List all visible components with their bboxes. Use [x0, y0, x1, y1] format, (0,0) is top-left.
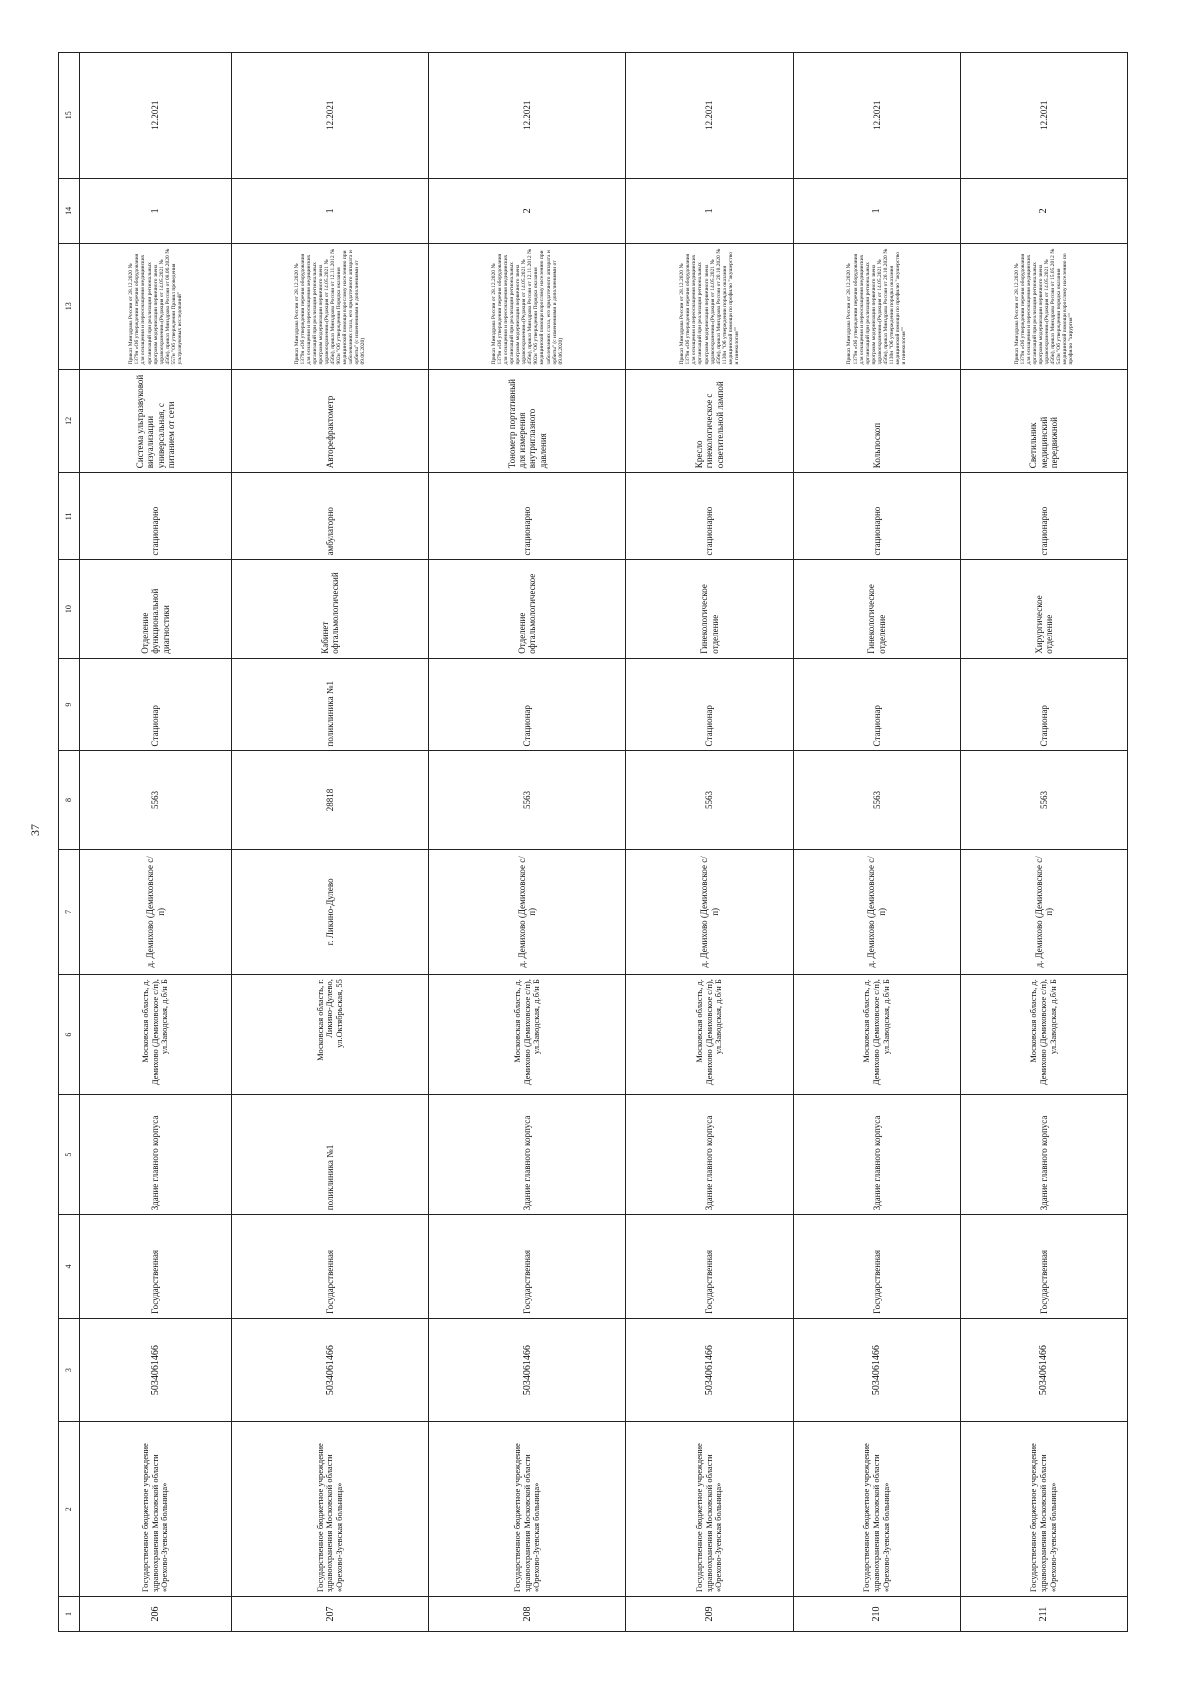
quantity: 1 [80, 178, 232, 243]
deadline: 12.2021 [232, 53, 429, 179]
header-number: 9 [59, 658, 80, 751]
table-row [626, 53, 793, 1632]
row-number: 208 [429, 1597, 626, 1632]
header-number: 2 [59, 1422, 80, 1597]
address: Московская область, д. Демихово (Демиховское с/п), ул.Заводская, д.б/н Б [793, 975, 960, 1095]
equipment-name: Светильник медицинский передвижной [960, 369, 1127, 473]
organization-name: Государственное бюджетное учреждение здравоохранения Московской области «Орехово-Зуевская больница» [80, 1422, 232, 1597]
ownership: Государственная [793, 1215, 960, 1319]
quantity: 1 [793, 178, 960, 243]
ownership: Государственная [232, 1215, 429, 1319]
equipment-name: Кольпоскоп [793, 369, 960, 473]
population: 5563 [80, 751, 232, 849]
equipment-name: Система ультразвуковой визуализации универсальная, с питанием от сети [80, 369, 232, 473]
division: Стационар [80, 658, 232, 751]
settlement: д. Демихово (Демиховское с/п) [80, 849, 232, 974]
equipment-name: Кресло гинекологическое с осветительной лампой [626, 369, 793, 473]
inn: 5034061466 [232, 1318, 429, 1422]
inn: 5034061466 [626, 1318, 793, 1422]
organization-name: Государственное бюджетное учреждение здравоохранения Московской области «Орехово-Зуевская больница» [793, 1422, 960, 1597]
quantity: 2 [429, 178, 626, 243]
deadline: 12.2021 [626, 53, 793, 179]
header-number: 4 [59, 1215, 80, 1319]
header-number: 5 [59, 1095, 80, 1215]
header-number: 10 [59, 560, 80, 658]
table-row [960, 53, 1127, 1632]
deadline: 12.2021 [960, 53, 1127, 179]
legal-basis: Приказ Минздрава России от 28.12.2020 № 1379н «Об утверждении перечня оборудования для оснащения и переоснащения медицинских организаций при реализации региональных программ модернизации первичного звена здравоохранения»(Редакция от 14.05.2021 № 456н), приказ Минздрава России от 08.06.2020 № 557н "Об утверждении Правил проведения ультразвуковых исследований" [80, 244, 232, 369]
header-number: 7 [59, 849, 80, 974]
row-number: 207 [232, 1597, 429, 1632]
organization-name: Государственное бюджетное учреждение здравоохранения Московской области «Орехово-Зуевская больница» [232, 1422, 429, 1597]
equipment-name: Тонометр портативный для измерения внутриглазного давления [429, 369, 626, 473]
row-number: 206 [80, 1597, 232, 1632]
building: Здание главного корпуса [80, 1095, 232, 1215]
deadline: 12.2021 [429, 53, 626, 179]
settlement: д. Демихово (Демиховское с/п) [793, 849, 960, 974]
settlement: г. Ликино-Дулево [232, 849, 429, 974]
table-row [793, 53, 960, 1632]
ownership: Государственная [960, 1215, 1127, 1319]
inn: 5034061466 [793, 1318, 960, 1422]
address: Московская область, д. Демихово (Демиховское с/п), ул.Заводская, д.б/н Б [80, 975, 232, 1095]
quantity: 1 [232, 178, 429, 243]
settlement: д. Демихово (Демиховское с/п) [626, 849, 793, 974]
population: 28818 [232, 751, 429, 849]
care-type: стационарно [80, 473, 232, 560]
deadline: 12.2021 [80, 53, 232, 179]
ownership: Государственная [80, 1215, 232, 1319]
care-type: стационарно [626, 473, 793, 560]
department: Отделение функциональной диагностики [80, 560, 232, 658]
department: Хирургическое отделение [960, 560, 1127, 658]
legal-basis: Приказ Минздрава России от 28.12.2020 № 1379н «Об утверждении перечня оборудования для оснащения и переоснащения медицинских организаций при реализации региональных программ модернизации первичного звена здравоохранения»(Редакция от 14.05.2021 № 456н), приказ Минздрава России от 20.10.2020 № 1130н "Об утверждении порядка оказания медицинской помощи по профилю "акушерство и гинекология"" [793, 244, 960, 369]
population: 5563 [793, 751, 960, 849]
table-row [429, 53, 626, 1632]
department: Гинекологическое отделение [626, 560, 793, 658]
organization-name: Государственное бюджетное учреждение здравоохранения Московской области «Орехово-Зуевская больница» [429, 1422, 626, 1597]
header-number-row [59, 53, 80, 1632]
deadline: 12.2021 [793, 53, 960, 179]
settlement: д. Демихово (Демиховское с/п) [429, 849, 626, 974]
row-number: 210 [793, 1597, 960, 1632]
header-number: 15 [59, 53, 80, 179]
division: Стационар [960, 658, 1127, 751]
equipment-table [58, 52, 1128, 1632]
organization-name: Государственное бюджетное учреждение здравоохранения Московской области «Орехово-Зуевская больница» [626, 1422, 793, 1597]
ownership: Государственная [626, 1215, 793, 1319]
department: Гинекологическое отделение [793, 560, 960, 658]
population: 5563 [429, 751, 626, 849]
legal-basis: Приказ Минздрава России от 28.12.2020 № 1379н «Об утверждении перечня оборудования для оснащения и переоснащения медицинских организаций при реализации региональных программ модернизации первичного звена здравоохранения»(Редакция от 14.05.2021 № 456н), приказ Минздрава России от 15.05.2012 № 543н "Об утверждении порядка оказания медицинской помощи взрослому населению по профилю "хирургия"" [960, 244, 1127, 369]
header-number: 13 [59, 244, 80, 369]
legal-basis: Приказ Минздрава России от 28.12.2020 № 1379н «Об утверждении перечня оборудования для оснащения и переоснащения медицинских организаций при реализации региональных программ модернизации первичного звена здравоохранения»(Редакция от 14.05.2021 № 456н), приказ Минздрава России от 20.10.2020 № 1130н "Об утверждении порядка оказания медицинской помощи по профилю "акушерство и гинекология"" [626, 244, 793, 369]
row-number: 209 [626, 1597, 793, 1632]
settlement: д. Демихово (Демиховское с/п) [960, 849, 1127, 974]
population: 5563 [960, 751, 1127, 849]
ownership: Государственная [429, 1215, 626, 1319]
building: Здание главного корпуса [626, 1095, 793, 1215]
care-type: стационарно [429, 473, 626, 560]
department: Отделение офтальмологическое [429, 560, 626, 658]
legal-basis: Приказ Минздрава России от 28.12.2020 № 1379н «Об утверждении перечня оборудования для оснащения и переоснащения медицинских организаций при реализации региональных программ модернизации первичного звена здравоохранения»(Редакция от 14.05.2021 № 456н), приказ Минздрава России от 12.11.2012 № 902н "Об утверждении Порядка оказания медицинской помощи взрослому населению при заболеваниях глаза, его придаточного аппарата и орбиты" (с изменениями и дополнениями от 09.06.2020) [232, 244, 429, 369]
header-number: 12 [59, 369, 80, 473]
division: Стационар [626, 658, 793, 751]
rotated-table-wrapper [58, 52, 1128, 1632]
department: Кабинет офтальмологический [232, 560, 429, 658]
inn: 5034061466 [960, 1318, 1127, 1422]
page-number: 37 [28, 824, 42, 836]
building: Здание главного корпуса [960, 1095, 1127, 1215]
inn: 5034061466 [429, 1318, 626, 1422]
header-number: 3 [59, 1318, 80, 1422]
organization-name: Государственное бюджетное учреждение здравоохранения Московской области «Орехово-Зуевская больница» [960, 1422, 1127, 1597]
quantity: 2 [960, 178, 1127, 243]
address: Московская область, г. Ликино-Дулево, ул.Октябрьская, 55 [232, 975, 429, 1095]
header-number: 6 [59, 975, 80, 1095]
care-type: стационарно [793, 473, 960, 560]
care-type: амбулаторно [232, 473, 429, 560]
table-row [232, 53, 429, 1632]
division: Стационар [793, 658, 960, 751]
address: Московская область, д. Демихово (Демиховское с/п), ул.Заводская, д.б/н Б [626, 975, 793, 1095]
building: Здание главного корпуса [429, 1095, 626, 1215]
inn: 5034061466 [80, 1318, 232, 1422]
row-number: 211 [960, 1597, 1127, 1632]
quantity: 1 [626, 178, 793, 243]
header-number: 14 [59, 178, 80, 243]
care-type: стационарно [960, 473, 1127, 560]
building: поликлиника №1 [232, 1095, 429, 1215]
equipment-name: Авторефрактометр [232, 369, 429, 473]
header-number: 1 [59, 1597, 80, 1632]
legal-basis: Приказ Минздрава России от 28.12.2020 № 1379н «Об утверждении перечня оборудования для оснащения и переоснащения медицинских организаций при реализации региональных программ модернизации первичного звена здравоохранения»(Редакция от 14.05.2021 № 456н), приказ Минздрава России от 12.11.2012 № 902н "Об утверждении Порядка оказания медицинской помощи взрослому населению при заболеваниях глаза, его придаточного аппарата и орбиты" (с изменениями и дополнениями от 09.06.2020) [429, 244, 626, 369]
header-number: 11 [59, 473, 80, 560]
address: Московская область, д. Демихово (Демиховское с/п), ул.Заводская, д.б/н Б [960, 975, 1127, 1095]
division: Стационар [429, 658, 626, 751]
population: 5563 [626, 751, 793, 849]
address: Московская область, д. Демихово (Демиховское с/п), ул.Заводская, д.б/н Б [429, 975, 626, 1095]
table-row [80, 53, 232, 1632]
header-number: 8 [59, 751, 80, 849]
building: Здание главного корпуса [793, 1095, 960, 1215]
division: поликлиника №1 [232, 658, 429, 751]
